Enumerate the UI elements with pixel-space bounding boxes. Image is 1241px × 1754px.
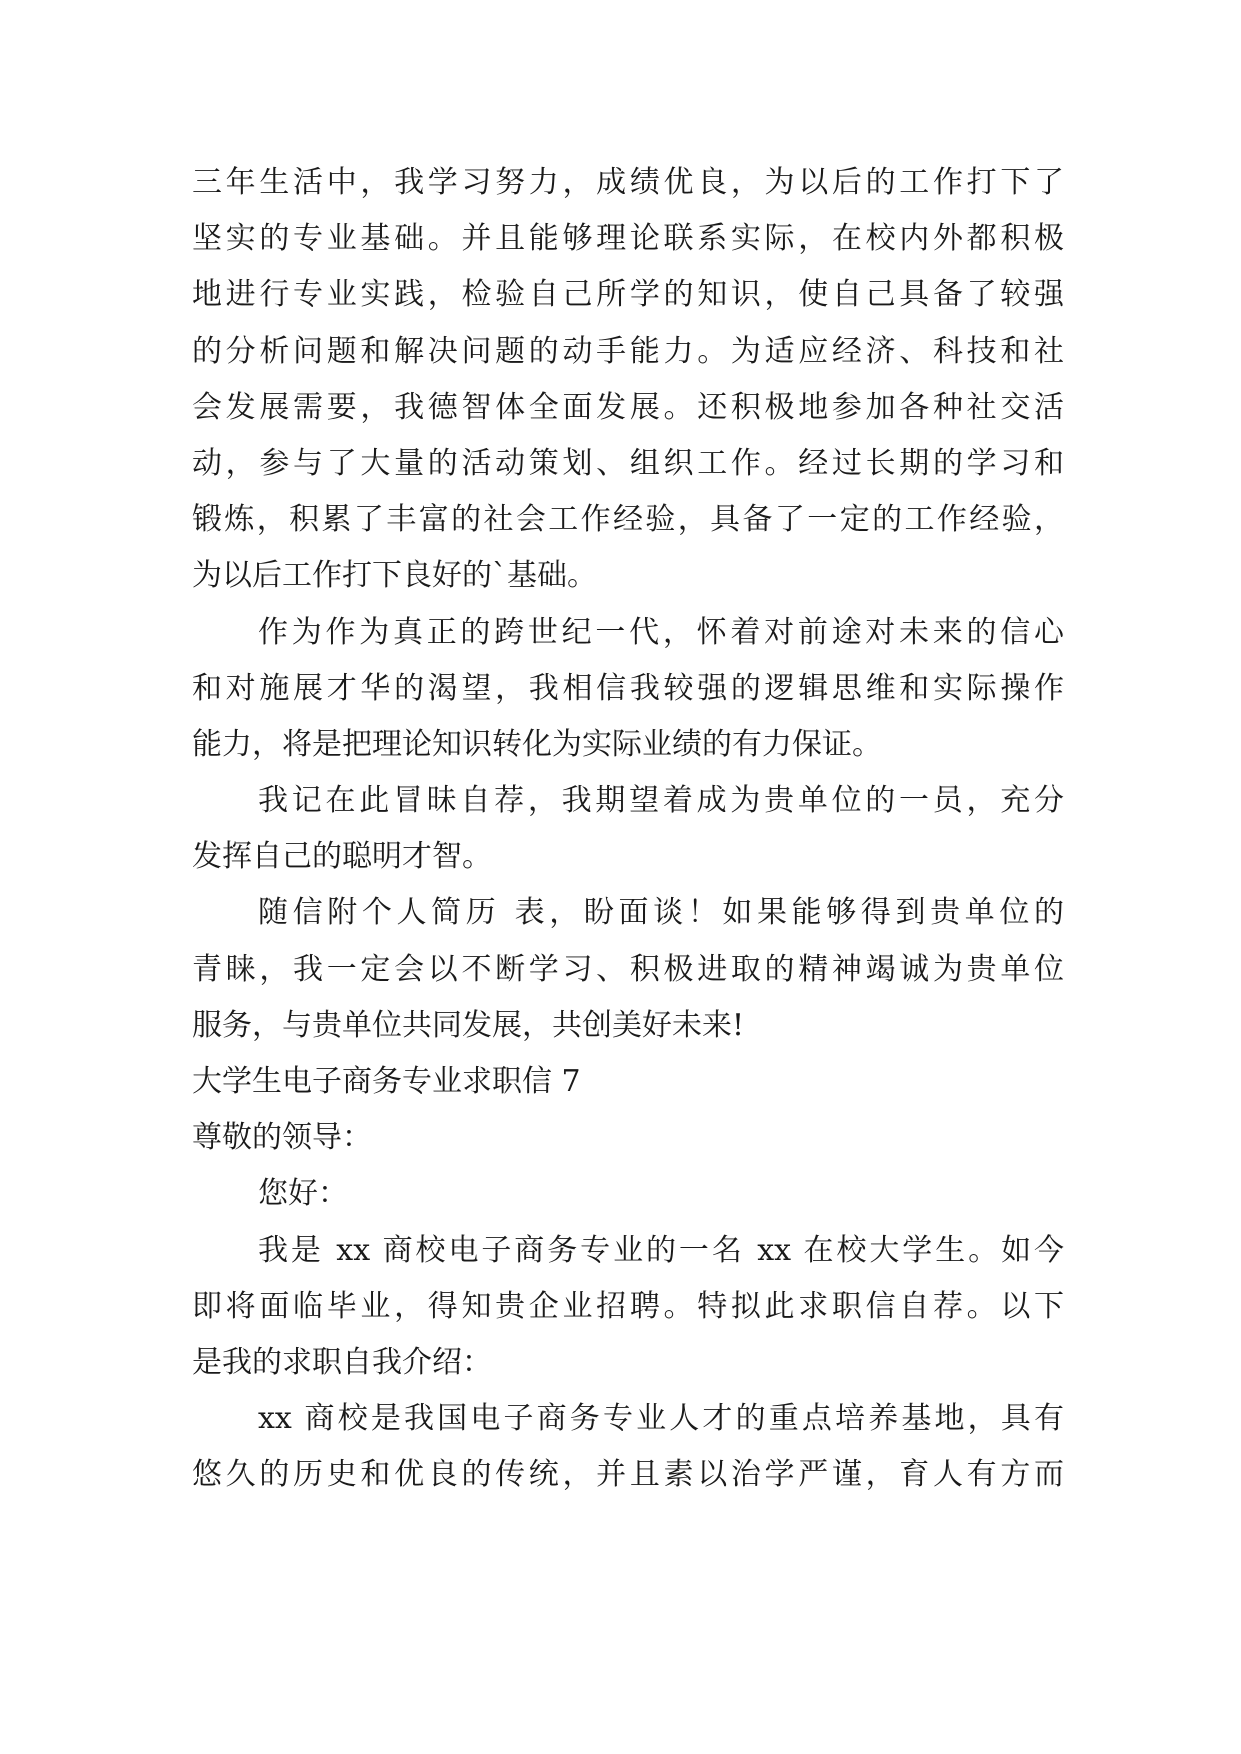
text-line: 三年生活中，我学习努力，成绩优良，为以后的工作打下了 <box>192 165 1064 200</box>
paragraph-start-line: 作为作为真正的跨世纪一代，怀着对前途对未来的信心 <box>258 614 1064 650</box>
text-line: 悠久的历史和优良的传统，并且素以治学严谨，育人有方而 <box>192 1457 1064 1493</box>
text-line: 地进行专业实践，检验自己所学的知识，使自己具备了较强 <box>192 277 1064 313</box>
text-line: 动，参与了大量的活动策划、组织工作。经过长期的学习和 <box>192 445 1064 481</box>
document-body <box>192 155 1064 1504</box>
text-line: 为以后工作打下良好的`基础。 <box>192 558 597 594</box>
text-line: 坚实的专业基础。并且能够理论联系实际，在校内外都积极 <box>192 221 1064 257</box>
text-line: 是我的求职自我介绍： <box>192 1344 492 1380</box>
text-line: 会发展需要，我德智体全面发展。还积极地参加各种社交活 <box>192 389 1064 425</box>
paragraph-start-line: 我是 xx 商校电子商务专业的一名 xx 在校大学生。如今 <box>258 1232 1064 1268</box>
section-title: 大学生电子商务专业求职信 7 <box>192 1064 581 1099</box>
text-line: 服务，与贵单位共同发展，共创美好未来! <box>192 1007 745 1043</box>
paragraph-start-line: 我记在此冒昧自荐，我期望着成为贵单位的一员，充分 <box>258 783 1064 819</box>
paragraph-start-line: xx 商校是我国电子商务专业人才的重点培养基地，具有 <box>258 1401 1064 1437</box>
text-line: 的分析问题和解决问题的动手能力。为适应经济、科技和社 <box>192 333 1064 369</box>
text-line: 锻炼，积累了丰富的社会工作经验，具备了一定的工作经验， <box>192 502 1064 538</box>
salutation: 尊敬的领导： <box>192 1120 372 1156</box>
text-line: 和对施展才华的渴望，我相信我较强的逻辑思维和实际操作 <box>192 670 1064 706</box>
greeting: 您好： <box>258 1176 348 1212</box>
text-line: 即将面临毕业，得知贵企业招聘。特拟此求职信自荐。以下 <box>192 1288 1064 1324</box>
paragraph-start-line: 随信附个人简历 表，盼面谈！如果能够得到贵单位的 <box>258 895 1064 931</box>
text-line: 能力，将是把理论知识转化为实际业绩的有力保证。 <box>192 726 882 762</box>
text-line: 青睐，我一定会以不断学习、积极进取的精神竭诚为贵单位 <box>192 951 1064 987</box>
text-line: 发挥自己的聪明才智。 <box>192 839 492 875</box>
